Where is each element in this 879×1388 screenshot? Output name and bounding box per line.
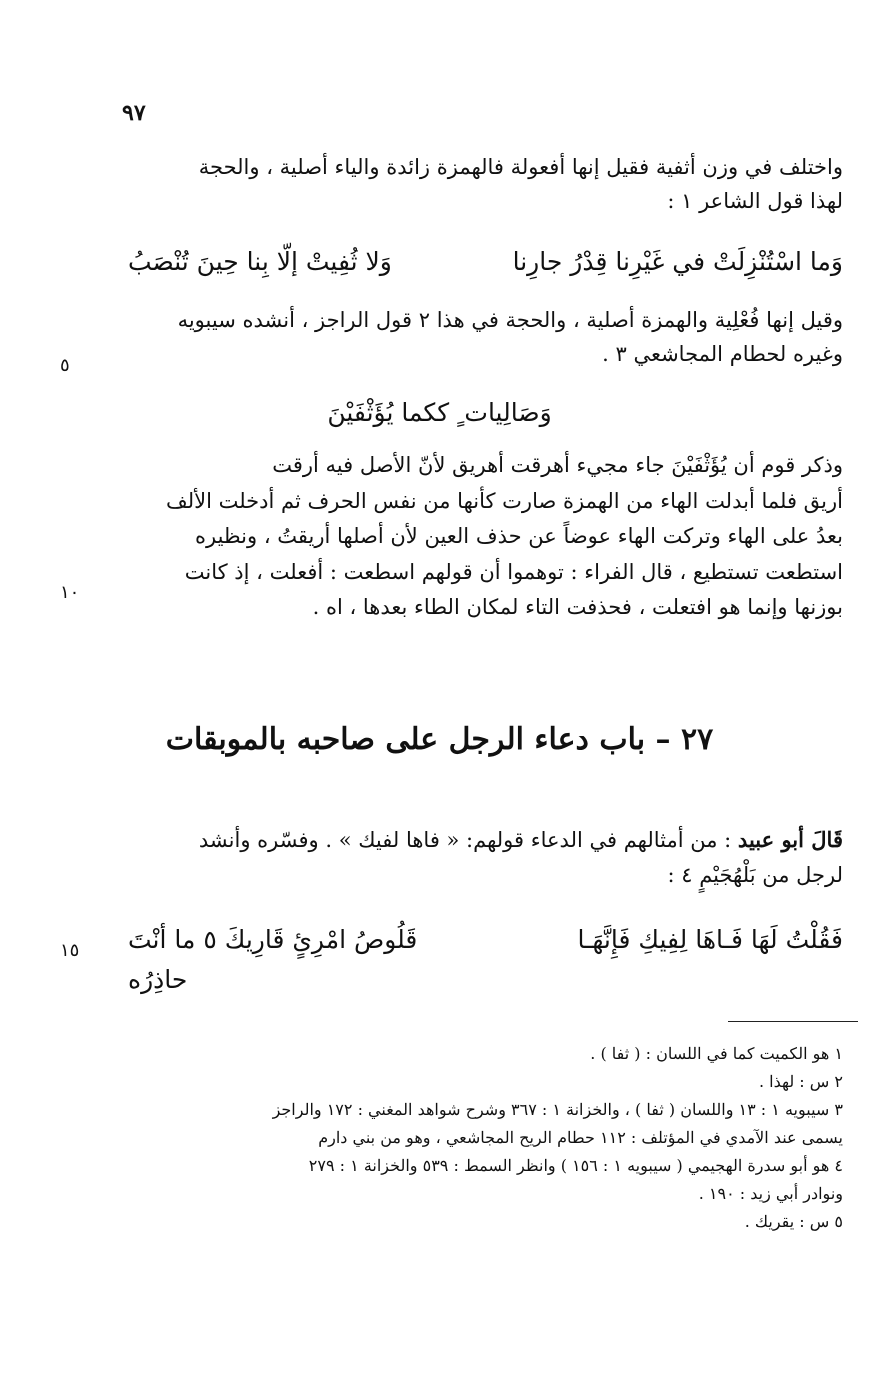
line-number: ٥ (60, 355, 70, 376)
speaker-name: قَالَ أبو عبيد (737, 827, 843, 852)
second-paragraph (123, 303, 843, 371)
text-line: استطعت تستطيع ، قال الفراء : توهموا أن قولهم اسطعت : أفعلت ، إذ كانت (184, 559, 843, 584)
chapter-heading: ٢٧ – باب دعاء الرجل على صاحبه بالموبقات (165, 722, 714, 757)
footnote: ٤ هو أبو سدرة الهجيمي ( سيبويه ١ : ١٥٦ ) وانظر السمط : ٥٣٩ والخزانة ١ : ٢٧٩ (308, 1156, 843, 1175)
footnote: ١ هو الكميت كما في اللسان : ( ثفا ) . (590, 1044, 843, 1063)
footnote: ٢ س : لهذا . (758, 1072, 843, 1091)
verse3-right-hemistich: فَقُلْتُ لَهَا فَـاهَا لِفِيكِ فَإِنَّهَـا (577, 925, 843, 954)
line-number: ١٥ (60, 940, 80, 961)
text-line: وقيل إنها فُعْلِية والهمزة أصلية ، والحجة في هذا ٢ قول الراجز ، أنشده سيبويه (177, 308, 843, 332)
text-line: بعدُ على الهاء وتركت الهاء عوضاً عن حذف العين لأن أصلها أريقتُ ، ونظيره (195, 524, 843, 548)
footnotes (103, 1040, 843, 1236)
footnote: ٥ س : يقريك . (744, 1212, 843, 1231)
footnote: يسمى عند الآمدي في المؤتلف : ١١٢ حطام الريح المجاشعي ، وهو من بني دارم (318, 1128, 843, 1147)
footnote: ٣ سيبويه ١ : ١٣ واللسان ( ثفا ) ، والخزانة ١ : ٣٦٧ وشرح شواهد المغني : ١٧٢ والراجز (272, 1100, 843, 1119)
verse3-left-hemistich: قَلُوصُ امْرِئٍ قَارِيكَ ٥ ما أنْتَ حاذِرُه (128, 925, 418, 994)
page-number: ٩٧ (122, 100, 146, 126)
line-number: ١٠ (60, 582, 80, 603)
text-line: وذكر قوم أن يُؤَثْفَيْنَ جاء مجيء أهرقت أهريق لأنّ الأصل فيه أرقت (272, 453, 843, 477)
verse2: وَصَالِيات ٍ ككما يُؤَثْفَيْنَ (327, 398, 552, 427)
text-line (123, 822, 843, 858)
text-span: : من أمثالهم في الدعاء قولهم: « فاها لفيك » . وفسّره وأنشد (198, 828, 732, 852)
chapter-paragraph (123, 822, 843, 893)
text-line: أريق فلما أبدلت الهاء من الهمزة صارت كأنها من نفس الحرف ثم أدخلت الألف (165, 488, 843, 513)
text-line: لرجل من بَلْهُجَيْمٍ ٤ : (667, 863, 843, 887)
verse1-left-hemistich: وَلا ثُفِيتْ إلّا بِنا حِينَ تُنْصَبُ (128, 247, 392, 276)
intro-paragraph (123, 150, 843, 218)
third-paragraph (123, 448, 843, 626)
footnote-divider (728, 1021, 858, 1022)
text-line: وغيره لحطام المجاشعي ٣ . (602, 342, 843, 366)
text-line: لهذا قول الشاعر ١ : (667, 189, 843, 213)
footnote: ونوادر أبي زيد : ١٩٠ . (698, 1184, 843, 1203)
verse1-right-hemistich: وَما اسْتُنْزِلَتْ في غَيْرِنا قِدْرُ جارِنا (512, 247, 843, 276)
text-line: بوزنها وإنما هو افتعلت ، فحذفت التاء لمكان الطاء بعدها ، اه . (312, 595, 843, 619)
text-line: واختلف في وزن أثفية فقيل إنها أفعولة فالهمزة زائدة والياء أصلية ، والحجة (198, 155, 843, 179)
